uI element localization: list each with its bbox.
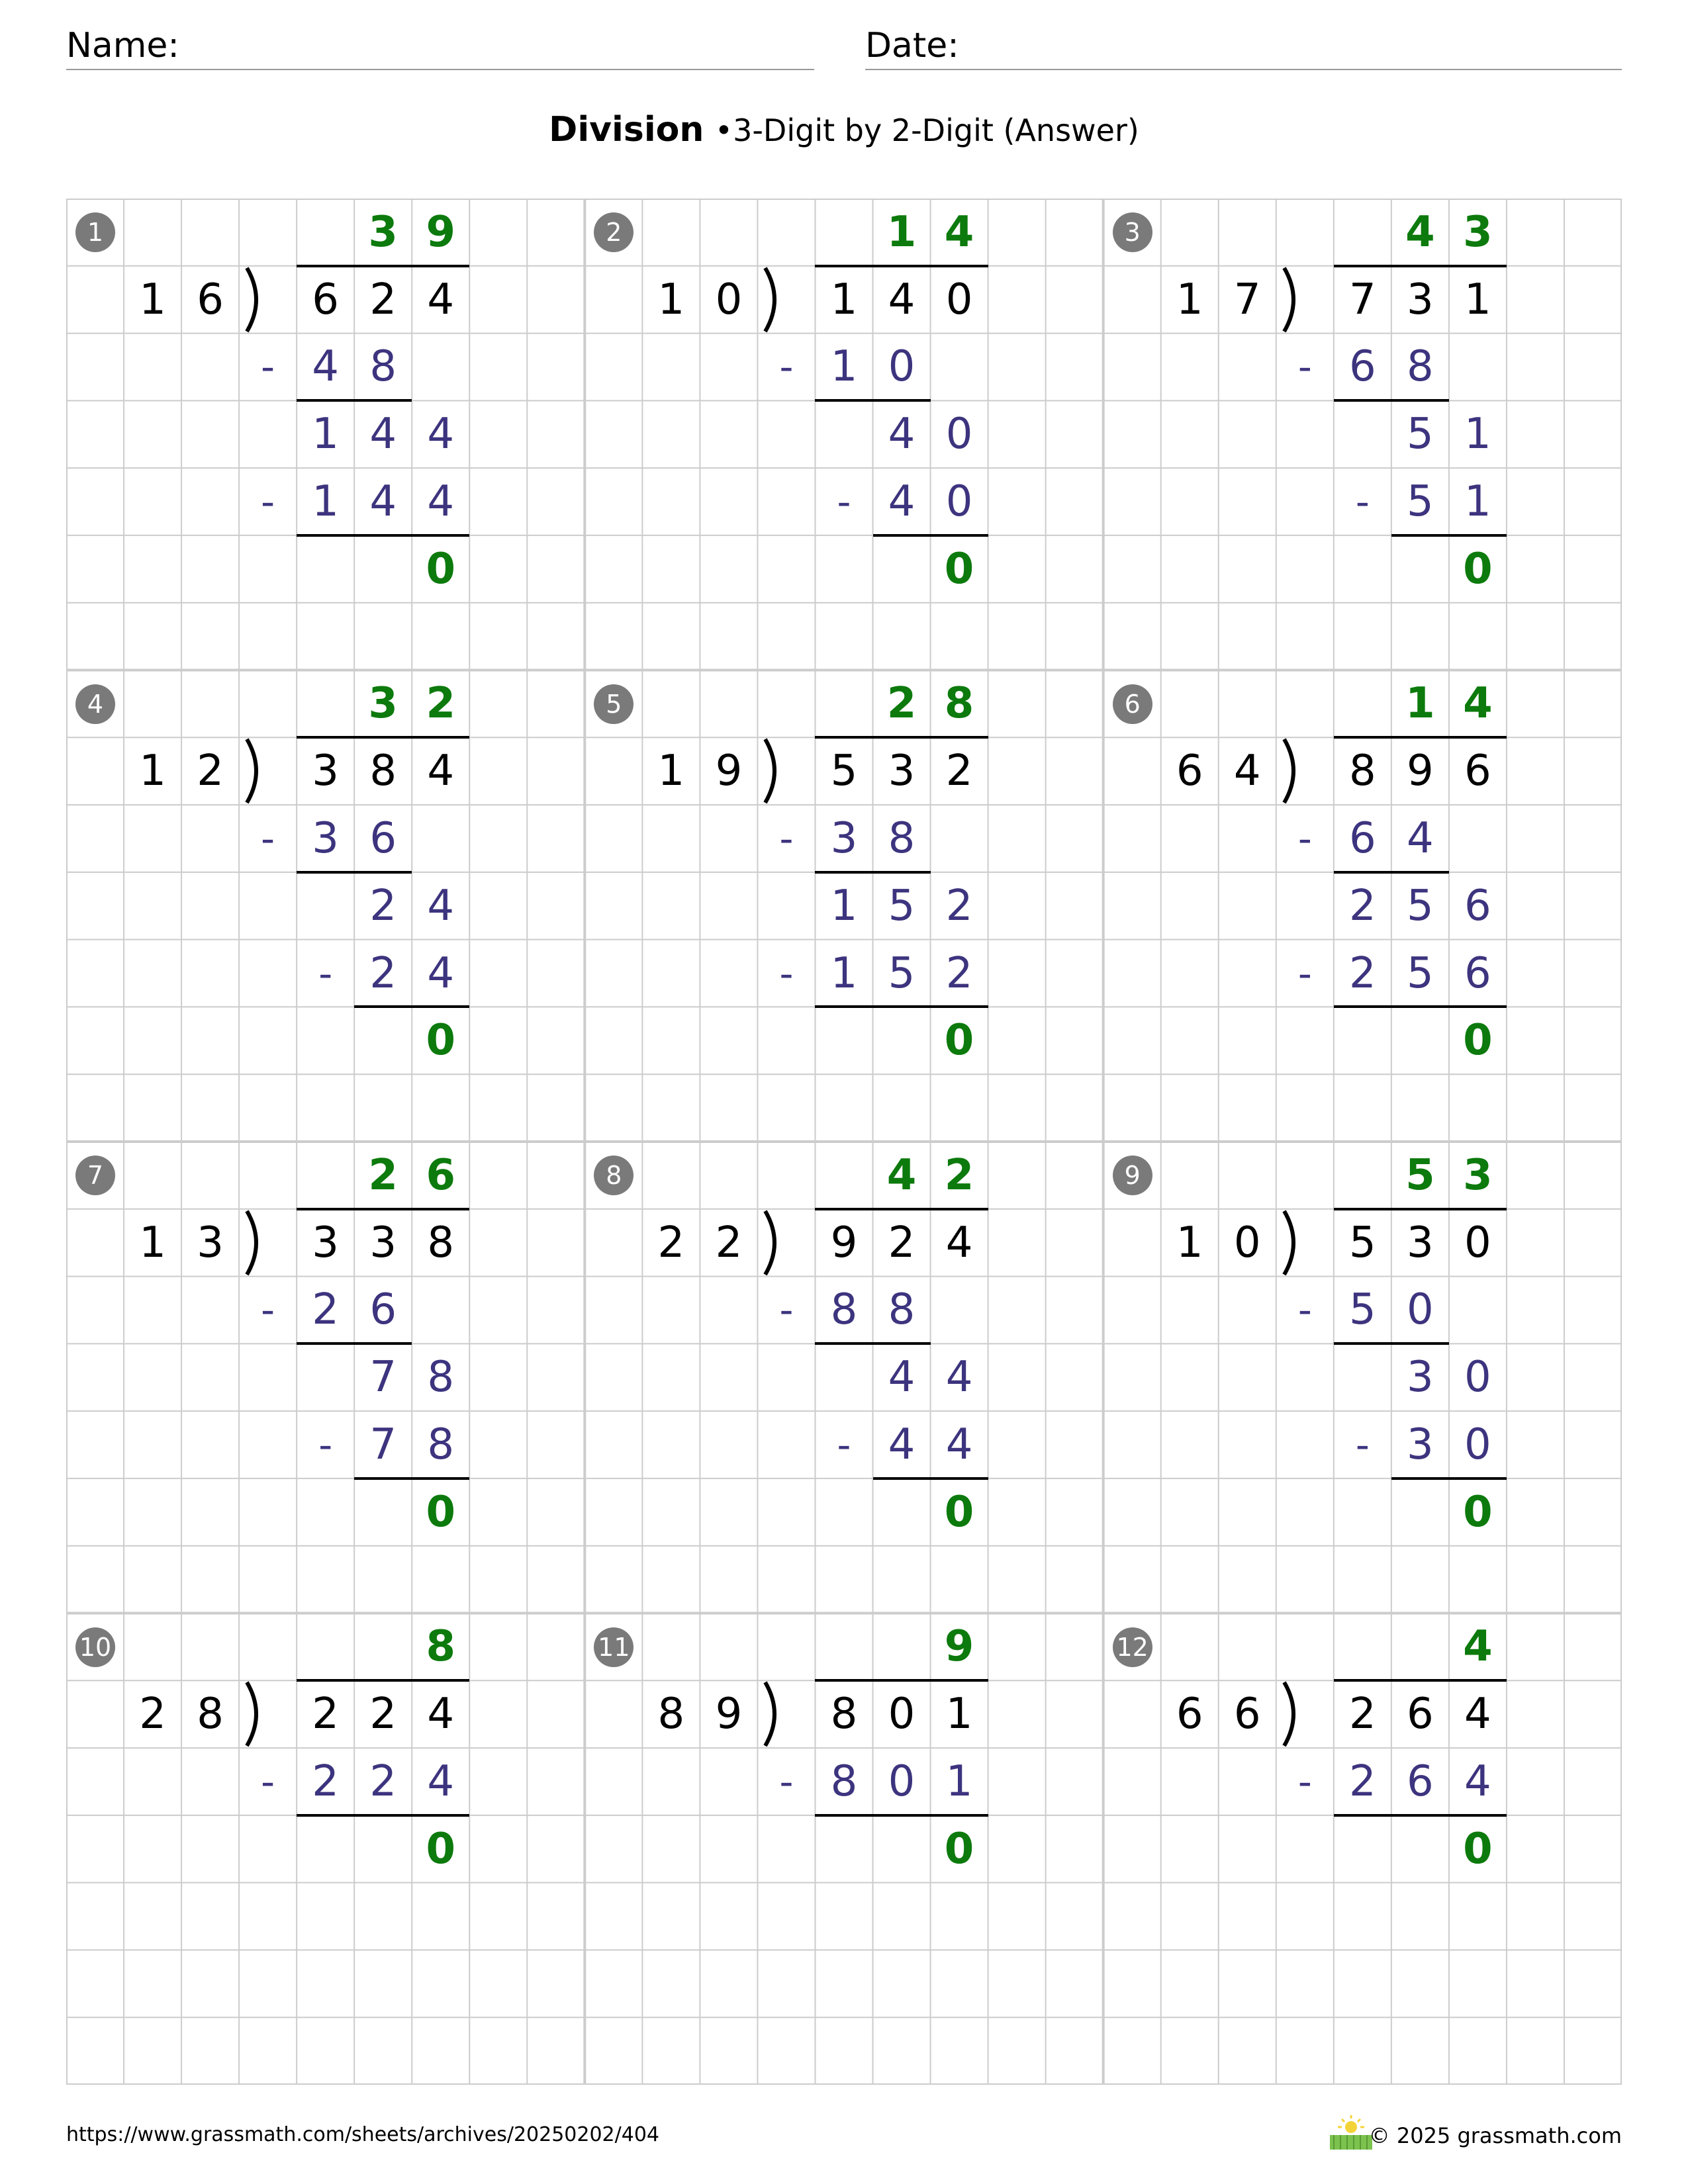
- problem-number-badge: 1: [75, 212, 115, 252]
- problem-number-badge: 5: [594, 684, 633, 724]
- dividend-digit: 3: [1407, 1218, 1434, 1267]
- divisor-digit: 2: [197, 747, 224, 796]
- partial-dividend-digit: 5: [888, 881, 915, 931]
- subtrahend-digit: 0: [888, 1756, 915, 1806]
- minus-sign: -: [261, 344, 275, 390]
- dividend-digit: 2: [369, 1690, 397, 1739]
- dividend-digit: 4: [888, 275, 915, 324]
- divisor-digit: 6: [1233, 1690, 1261, 1739]
- dividend-digit: 4: [427, 275, 455, 324]
- partial-dividend-digit: 7: [369, 1353, 397, 1402]
- dividend-digit: 9: [830, 1218, 858, 1267]
- subtrahend-digit: 6: [1407, 1756, 1434, 1806]
- partial-dividend-digit: 4: [427, 410, 455, 459]
- quotient-digit: 3: [1463, 207, 1493, 257]
- division-bracket-icon: [1280, 1680, 1307, 1748]
- subtrahend-digit: 4: [369, 477, 397, 527]
- subtrahend-digit: 5: [888, 948, 915, 998]
- subtrahend-digit: 4: [427, 477, 455, 527]
- quotient-digit: 3: [1463, 1150, 1493, 1200]
- problem-number-badge: 8: [594, 1156, 633, 1195]
- date-label: Date:: [865, 26, 959, 66]
- minus-sign: -: [837, 479, 851, 525]
- minus-sign: -: [1297, 950, 1312, 996]
- quotient-digit: 2: [886, 679, 917, 729]
- subtrahend-digit: 2: [369, 948, 397, 998]
- subtrahend-digit: 2: [945, 948, 973, 998]
- partial-dividend-digit: 2: [369, 881, 397, 931]
- quotient-digit: 4: [1463, 679, 1493, 729]
- dividend-digit: 3: [312, 1218, 340, 1267]
- partial-dividend-digit: 4: [888, 1353, 915, 1402]
- dividend-digit: 3: [369, 1218, 397, 1267]
- remainder-digit: 0: [426, 1487, 455, 1537]
- subtrahend-digit: 8: [830, 1756, 858, 1806]
- remainder-digit: 0: [944, 1016, 974, 1066]
- partial-dividend-digit: 4: [888, 410, 915, 459]
- divisor-digit: 8: [657, 1690, 685, 1739]
- divisor-digit: 1: [1176, 1218, 1203, 1267]
- divisor-digit: 2: [715, 1218, 743, 1267]
- subtrahend-digit: 8: [1407, 342, 1434, 392]
- quotient-digit: 2: [944, 1150, 974, 1200]
- divisor-digit: 1: [657, 747, 685, 796]
- grass-sun-logo-icon: [1327, 2113, 1375, 2152]
- date-line: [865, 69, 1622, 70]
- dividend-digit: 3: [1407, 275, 1434, 324]
- dividend-digit: 7: [1348, 275, 1376, 324]
- partial-dividend-digit: 4: [427, 881, 455, 931]
- subtrahend-digit: 8: [888, 813, 915, 863]
- problem-number-badge: 12: [1113, 1627, 1152, 1667]
- subtrahend-digit: 1: [830, 342, 858, 392]
- divisor-digit: 1: [139, 747, 166, 796]
- divisor-digit: 9: [715, 747, 743, 796]
- partial-dividend-digit: 8: [427, 1353, 455, 1402]
- minus-sign: -: [1297, 815, 1312, 861]
- division-bracket-icon: [1280, 737, 1307, 805]
- subtrahend-digit: 3: [312, 813, 340, 863]
- quotient-digit: 4: [1405, 207, 1435, 257]
- quotient-digit: 3: [368, 207, 398, 257]
- dividend-digit: 2: [369, 275, 397, 324]
- title-sub: 3-Digit by 2-Digit (Answer): [733, 113, 1139, 148]
- subtrahend-digit: 1: [945, 1756, 973, 1806]
- divisor-digit: 9: [715, 1690, 743, 1739]
- minus-sign: -: [779, 1287, 794, 1333]
- quotient-digit: 1: [1405, 679, 1435, 729]
- name-line: [66, 69, 814, 70]
- subtrahend-digit: 4: [945, 1420, 973, 1470]
- minus-sign: -: [1297, 1758, 1312, 1804]
- dividend-digit: 1: [945, 1690, 973, 1739]
- divisor-digit: 8: [197, 1690, 224, 1739]
- subtrahend-digit: 3: [1407, 1420, 1434, 1470]
- dividend-digit: 1: [830, 275, 858, 324]
- minus-sign: -: [1297, 1287, 1312, 1333]
- division-bracket-icon: [761, 737, 788, 805]
- dividend-digit: 3: [888, 747, 915, 796]
- remainder-digit: 0: [426, 1016, 455, 1066]
- remainder-digit: 0: [426, 1824, 455, 1874]
- dividend-digit: 8: [830, 1690, 858, 1739]
- dividend-digit: 8: [427, 1218, 455, 1267]
- problem-number-badge: 11: [594, 1627, 633, 1667]
- dividend-digit: 1: [1464, 275, 1491, 324]
- divisor-digit: 1: [139, 275, 166, 324]
- dividend-digit: 5: [830, 747, 858, 796]
- dividend-digit: 2: [1348, 1690, 1376, 1739]
- quotient-digit: 2: [368, 1150, 398, 1200]
- division-bracket-icon: [243, 1209, 269, 1277]
- dividend-digit: 6: [1407, 1690, 1434, 1739]
- quotient-digit: 3: [368, 679, 398, 729]
- subtrahend-digit: 6: [1348, 813, 1376, 863]
- quotient-digit: 4: [886, 1150, 917, 1200]
- divisor-digit: 6: [197, 275, 224, 324]
- dividend-digit: 0: [945, 275, 973, 324]
- dividend-digit: 2: [312, 1690, 340, 1739]
- subtrahend-digit: 1: [1464, 477, 1491, 527]
- subtrahend-digit: 4: [427, 948, 455, 998]
- quotient-digit: 8: [944, 679, 974, 729]
- minus-sign: -: [261, 479, 275, 525]
- division-bracket-icon: [1280, 266, 1307, 334]
- divisor-digit: 6: [1176, 1690, 1203, 1739]
- division-bracket-icon: [761, 1680, 788, 1748]
- partial-dividend-digit: 0: [1464, 1353, 1491, 1402]
- dividend-digit: 4: [1464, 1690, 1491, 1739]
- subtrahend-digit: 5: [1407, 477, 1434, 527]
- quotient-digit: 4: [944, 207, 974, 257]
- remainder-digit: 0: [1463, 1016, 1493, 1066]
- dividend-digit: 4: [945, 1218, 973, 1267]
- dividend-digit: 2: [888, 1218, 915, 1267]
- remainder-digit: 0: [1463, 1487, 1493, 1537]
- quotient-digit: 6: [426, 1150, 455, 1200]
- subtrahend-digit: 4: [1407, 813, 1434, 863]
- subtrahend-digit: 0: [888, 342, 915, 392]
- partial-dividend-digit: 2: [1348, 881, 1376, 931]
- minus-sign: -: [1355, 479, 1370, 525]
- remainder-digit: 0: [944, 1824, 974, 1874]
- divisor-digit: 1: [139, 1218, 166, 1267]
- remainder-digit: 0: [426, 544, 455, 594]
- name-label: Name:: [66, 26, 179, 66]
- dividend-digit: 0: [888, 1690, 915, 1739]
- quotient-digit: 4: [1463, 1622, 1493, 1672]
- problem-number-badge: 9: [1113, 1156, 1152, 1195]
- divisor-digit: 0: [1233, 1218, 1261, 1267]
- minus-sign: -: [837, 1422, 851, 1468]
- division-bracket-icon: [243, 1680, 269, 1748]
- minus-sign: -: [779, 815, 794, 861]
- remainder-digit: 0: [944, 544, 974, 594]
- minus-sign: -: [318, 1422, 333, 1468]
- subtrahend-digit: 8: [427, 1420, 455, 1470]
- subtrahend-digit: 2: [312, 1756, 340, 1806]
- subtrahend-digit: 8: [369, 342, 397, 392]
- subtrahend-digit: 1: [312, 477, 340, 527]
- problem-number-badge: 2: [594, 212, 633, 252]
- subtrahend-digit: 1: [830, 948, 858, 998]
- partial-dividend-digit: 2: [945, 881, 973, 931]
- partial-dividend-digit: 1: [312, 410, 340, 459]
- dividend-digit: 2: [945, 747, 973, 796]
- minus-sign: -: [779, 344, 794, 390]
- minus-sign: -: [1355, 1422, 1370, 1468]
- divisor-digit: 7: [1233, 275, 1261, 324]
- subtrahend-digit: 4: [888, 477, 915, 527]
- problem-number-badge: 3: [1113, 212, 1152, 252]
- title-main: Division: [549, 110, 704, 150]
- subtrahend-digit: 3: [830, 813, 858, 863]
- divisor-digit: 1: [1176, 275, 1203, 324]
- division-bracket-icon: [1280, 1209, 1307, 1277]
- division-bracket-icon: [761, 266, 788, 334]
- minus-sign: -: [779, 950, 794, 996]
- subtrahend-digit: 6: [369, 813, 397, 863]
- title-bullet: •: [714, 113, 733, 148]
- divisor-digit: 2: [139, 1690, 166, 1739]
- quotient-digit: 5: [1405, 1150, 1435, 1200]
- subtrahend-digit: 2: [369, 1756, 397, 1806]
- subtrahend-digit: 2: [312, 1285, 340, 1335]
- subtrahend-digit: 2: [1348, 1756, 1376, 1806]
- divisor-digit: 3: [197, 1218, 224, 1267]
- dividend-digit: 3: [312, 747, 340, 796]
- quotient-digit: 9: [426, 207, 455, 257]
- dividend-digit: 4: [427, 747, 455, 796]
- problem-number-badge: 10: [75, 1627, 115, 1667]
- divisor-digit: 0: [715, 275, 743, 324]
- minus-sign: -: [261, 1758, 275, 1804]
- subtrahend-digit: 4: [888, 1420, 915, 1470]
- quotient-digit: 9: [944, 1622, 974, 1672]
- dividend-digit: 6: [1464, 747, 1491, 796]
- partial-dividend-digit: 4: [369, 410, 397, 459]
- division-bracket-icon: [243, 266, 269, 334]
- subtrahend-digit: 2: [1348, 948, 1376, 998]
- footer-url: https://www.grassmath.com/sheets/archives/20250202/404: [66, 2123, 660, 2146]
- worksheet-grid: [66, 199, 1622, 2085]
- partial-dividend-digit: 1: [830, 881, 858, 931]
- partial-dividend-digit: 1: [1464, 410, 1491, 459]
- dividend-digit: 5: [1348, 1218, 1376, 1267]
- quotient-digit: 1: [886, 207, 917, 257]
- subtrahend-digit: 7: [369, 1420, 397, 1470]
- subtrahend-digit: 6: [1464, 948, 1491, 998]
- subtrahend-digit: 0: [1407, 1285, 1434, 1335]
- divisor-digit: 1: [657, 275, 685, 324]
- page-title: [0, 106, 1688, 154]
- subtrahend-digit: 4: [312, 342, 340, 392]
- subtrahend-digit: 8: [830, 1285, 858, 1335]
- problem-number-badge: 4: [75, 684, 115, 724]
- division-bracket-icon: [243, 737, 269, 805]
- partial-dividend-digit: 0: [945, 410, 973, 459]
- minus-sign: -: [779, 1758, 794, 1804]
- subtrahend-digit: 4: [427, 1756, 455, 1806]
- minus-sign: -: [261, 1287, 275, 1333]
- dividend-digit: 8: [1348, 747, 1376, 796]
- minus-sign: -: [261, 815, 275, 861]
- dividend-digit: 6: [312, 275, 340, 324]
- subtrahend-digit: 6: [1348, 342, 1376, 392]
- subtrahend-digit: 0: [945, 477, 973, 527]
- minus-sign: -: [318, 950, 333, 996]
- division-bracket-icon: [761, 1209, 788, 1277]
- partial-dividend-digit: 3: [1407, 1353, 1434, 1402]
- subtrahend-digit: 4: [1464, 1756, 1491, 1806]
- quotient-digit: 2: [426, 679, 455, 729]
- subtrahend-digit: 0: [1464, 1420, 1491, 1470]
- quotient-digit: 8: [426, 1622, 455, 1672]
- problem-number-badge: 7: [75, 1156, 115, 1195]
- partial-dividend-digit: 6: [1464, 881, 1491, 931]
- divisor-digit: 6: [1176, 747, 1203, 796]
- subtrahend-digit: 5: [1407, 948, 1434, 998]
- dividend-digit: 8: [369, 747, 397, 796]
- dividend-digit: 0: [1464, 1218, 1491, 1267]
- divisor-digit: 2: [657, 1218, 685, 1267]
- partial-dividend-digit: 5: [1407, 881, 1434, 931]
- subtrahend-digit: 8: [888, 1285, 915, 1335]
- dividend-digit: 9: [1407, 747, 1434, 796]
- remainder-digit: 0: [1463, 544, 1493, 594]
- partial-dividend-digit: 5: [1407, 410, 1434, 459]
- subtrahend-digit: 5: [1348, 1285, 1376, 1335]
- subtrahend-digit: 6: [369, 1285, 397, 1335]
- problem-number-badge: 6: [1113, 684, 1152, 724]
- divisor-digit: 4: [1233, 747, 1261, 796]
- partial-dividend-digit: 4: [945, 1353, 973, 1402]
- footer-copyright: © 2025 grassmath.com: [1368, 2123, 1622, 2148]
- remainder-digit: 0: [1463, 1824, 1493, 1874]
- minus-sign: -: [1297, 344, 1312, 390]
- dividend-digit: 4: [427, 1690, 455, 1739]
- remainder-digit: 0: [944, 1487, 974, 1537]
